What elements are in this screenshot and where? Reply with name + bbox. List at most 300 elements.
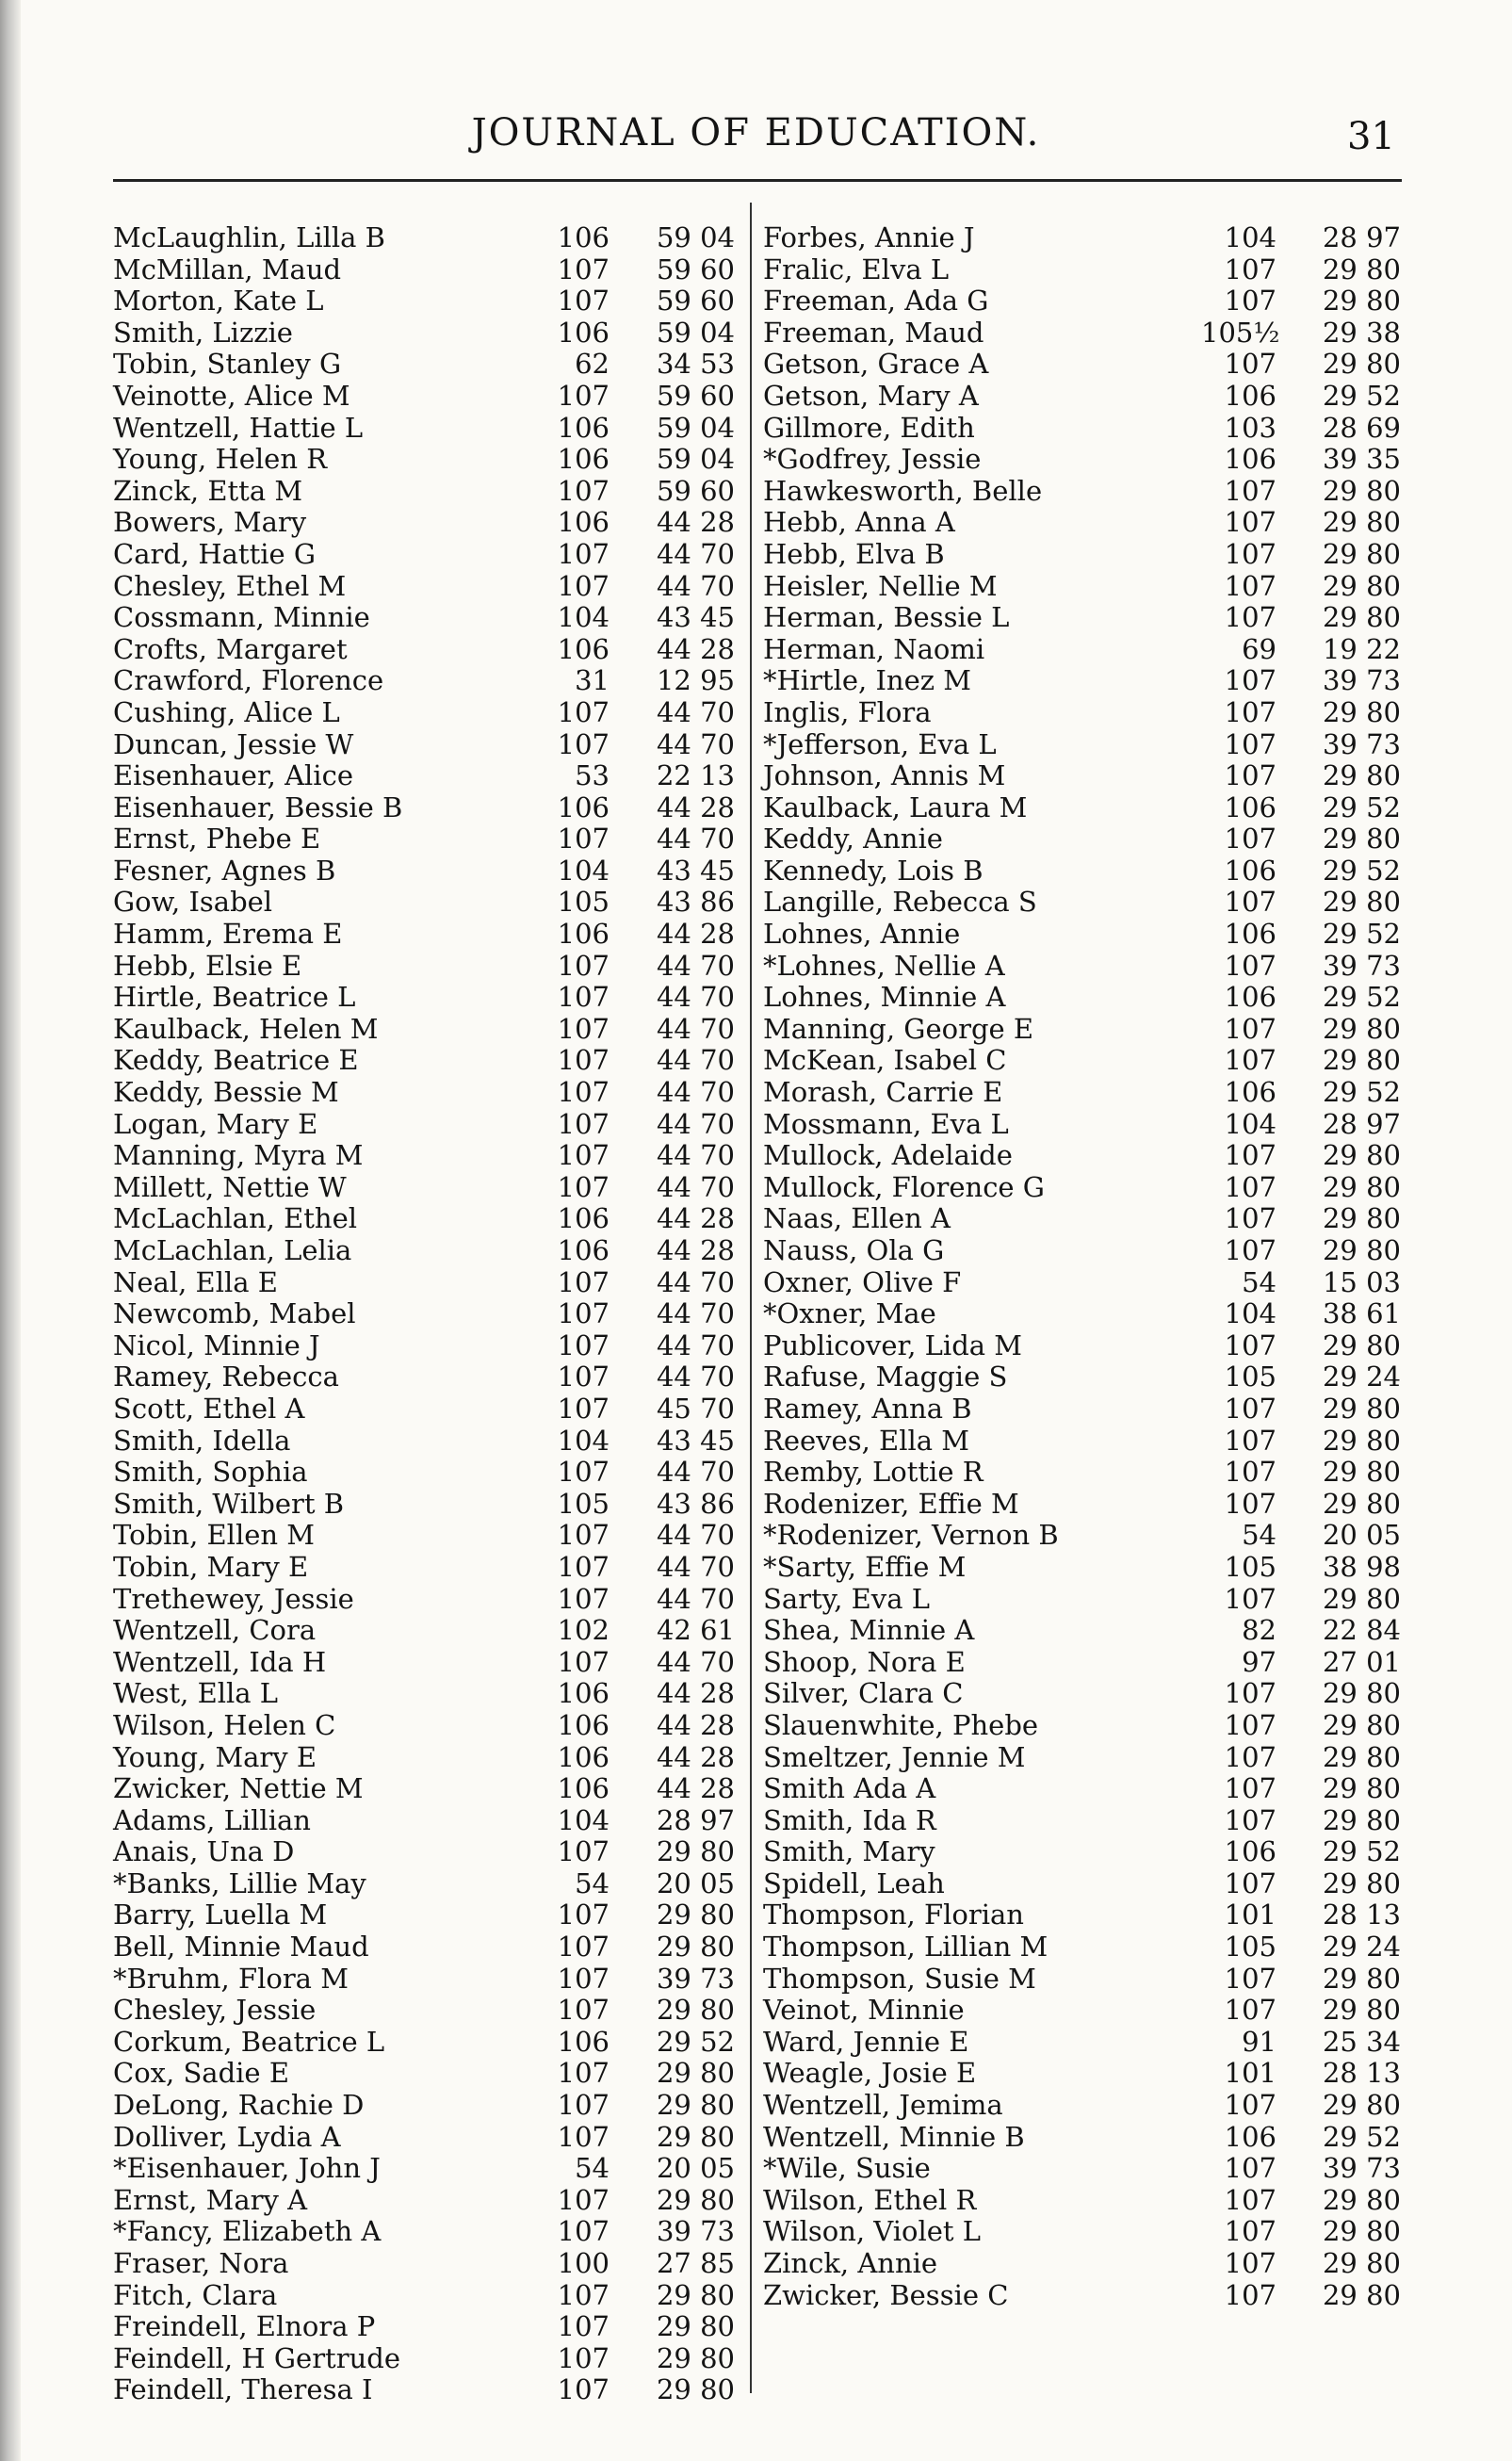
entry-name: *Wile, Susie: [763, 2152, 931, 2185]
entry-name: Feindell, Theresa I: [113, 2373, 373, 2406]
entry-grade: 107: [1224, 759, 1276, 792]
list-item: [754, 1646, 1404, 1678]
list-item: [754, 1076, 1404, 1108]
list-item: [754, 570, 1404, 602]
list-item: [113, 1013, 735, 1045]
entry-grade: 107: [1224, 1740, 1276, 1773]
entry-amount: 29 80: [1322, 1772, 1401, 1805]
entry-grade: 107: [557, 1519, 610, 1552]
list-item: [113, 886, 735, 918]
entry-grade: 107: [557, 1994, 610, 2027]
list-item: [113, 2121, 735, 2153]
entry-name: Hawkesworth, Belle: [763, 474, 1043, 507]
entry-grade: 106: [557, 443, 610, 476]
entry-grade: 107: [557, 2120, 610, 2153]
entry-grade: 107: [557, 474, 610, 507]
list-item: [113, 2057, 735, 2089]
entry-amount: 29 52: [1322, 2120, 1401, 2153]
entry-name: Crofts, Margaret: [113, 632, 348, 665]
entry-amount: 29 80: [1322, 1392, 1401, 1425]
entry-name: Fraser, Nora: [113, 2247, 289, 2279]
entry-name: Mossmann, Eva L: [763, 1107, 1009, 1140]
list-item: [113, 918, 735, 950]
entry-grade: 107: [1224, 348, 1276, 381]
list-item: [754, 1804, 1404, 1836]
entry-amount: 29 80: [1322, 759, 1401, 792]
entry-name: Wentzell, Hattie L: [113, 411, 364, 444]
list-item: [113, 412, 735, 444]
entry-name: Smith, Idella: [113, 1424, 291, 1457]
entry-name: Duncan, Jessie W: [113, 727, 354, 760]
entry-grade: 106: [1224, 854, 1276, 887]
entry-name: Spidell, Leah: [763, 1866, 945, 1899]
entry-name: Inglis, Flora: [763, 695, 932, 728]
list-item: [113, 1646, 735, 1678]
entry-grade: 107: [1224, 1772, 1276, 1805]
entry-name: Morash, Carrie E: [763, 1076, 1003, 1109]
entry-grade: 107: [1224, 2183, 1276, 2216]
entry-amount: 29 80: [656, 1994, 735, 2027]
entry-amount: 29 80: [1322, 1962, 1401, 1995]
list-item: [754, 1139, 1404, 1171]
entry-name: Kaulback, Helen M: [113, 1012, 379, 1045]
entry-grade: 106: [1224, 443, 1276, 476]
entry-name: Publicover, Lida M: [763, 1328, 1022, 1361]
entry-grade: 105: [1224, 1550, 1276, 1583]
entry-grade: 107: [557, 823, 610, 856]
entry-name: Getson, Grace A: [763, 348, 989, 381]
list-item: [113, 570, 735, 602]
entry-grade: 107: [557, 2341, 610, 2374]
entry-amount: 29 52: [1322, 1076, 1401, 1109]
entry-grade: 107: [1224, 1044, 1276, 1077]
entry-grade: 106: [557, 1772, 610, 1805]
entry-name: Kennedy, Lois B: [763, 854, 984, 887]
entry-grade: 107: [1224, 1708, 1276, 1741]
entry-grade: 69: [1242, 632, 1276, 665]
column-divider: [750, 203, 752, 2393]
header-rule: [113, 179, 1402, 182]
entry-amount: 29 80: [656, 2057, 735, 2090]
entry-amount: 29 80: [1322, 1234, 1401, 1266]
entry-grade: 31: [575, 664, 610, 697]
list-item: [754, 1488, 1404, 1520]
entry-name: Millett, Nettie W: [113, 1170, 347, 1203]
entry-amount: 22 84: [1322, 1614, 1401, 1647]
entry-name: Keddy, Bessie M: [113, 1076, 339, 1109]
entry-grade: 107: [1224, 1234, 1276, 1266]
list-item: [754, 538, 1404, 570]
entry-amount: 29 80: [656, 2278, 735, 2311]
entry-amount: 59 04: [656, 221, 735, 253]
entry-amount: 29 80: [1322, 2183, 1401, 2216]
entry-name: Forbes, Annie J: [763, 221, 975, 253]
entry-name: Tobin, Stanley G: [113, 348, 342, 381]
entry-grade: 107: [557, 537, 610, 570]
list-item: [754, 1994, 1404, 2026]
entry-amount: 27 85: [656, 2247, 735, 2279]
entry-grade: 107: [1224, 695, 1276, 728]
entry-name: Keddy, Beatrice E: [113, 1044, 359, 1077]
entry-grade: 107: [557, 253, 610, 285]
entry-grade: 107: [1224, 727, 1276, 760]
entry-name: Crawford, Florence: [113, 664, 384, 697]
entry-grade: 107: [557, 569, 610, 602]
list-item: [754, 317, 1404, 349]
entry-amount: 39 73: [1322, 2152, 1401, 2185]
entry-grade: 107: [1224, 949, 1276, 982]
entry-grade: 107: [557, 2278, 610, 2311]
entry-grade: 107: [557, 1139, 610, 1172]
entry-amount: 29 52: [1322, 918, 1401, 951]
page-number: 31: [1347, 115, 1395, 158]
list-item: [754, 1171, 1404, 1203]
list-item: [113, 1044, 735, 1076]
entry-grade: 107: [1224, 1424, 1276, 1457]
list-item: [113, 253, 735, 285]
list-item: [754, 475, 1404, 507]
entry-name: Anais, Una D: [113, 1835, 295, 1868]
entry-grade: 107: [1224, 1487, 1276, 1520]
entry-amount: 59 04: [656, 316, 735, 349]
list-item: [113, 1963, 735, 1995]
list-item: [113, 2279, 735, 2311]
entry-grade: 62: [575, 348, 610, 381]
list-item: [754, 1456, 1404, 1488]
entry-amount: 44 28: [656, 1772, 735, 1805]
entry-grade: 107: [557, 1012, 610, 1045]
list-item: [754, 950, 1404, 982]
list-item: [113, 1709, 735, 1741]
entry-amount: 28 13: [1322, 1899, 1401, 1931]
entry-amount: 44 70: [656, 727, 735, 760]
entry-name: Fitch, Clara: [113, 2278, 278, 2311]
entry-grade: 107: [1224, 823, 1276, 856]
entry-grade: 107: [1224, 2215, 1276, 2248]
entry-name: Wentzell, Ida H: [113, 1645, 327, 1678]
entry-name: Hebb, Elsie E: [113, 949, 302, 982]
list-item: [113, 855, 735, 887]
entry-grade: 104: [1224, 1107, 1276, 1140]
entry-name: Hirtle, Beatrice L: [113, 981, 356, 1014]
entry-name: Ramey, Anna B: [763, 1392, 972, 1425]
list-item: [754, 1519, 1404, 1551]
entry-amount: 29 80: [1322, 2215, 1401, 2248]
entry-amount: 29 24: [1322, 1931, 1401, 1964]
entry-grade: 53: [575, 759, 610, 792]
entry-amount: 29 80: [1322, 1202, 1401, 1235]
entry-amount: 29 80: [1322, 886, 1401, 919]
entry-grade: 104: [1224, 1297, 1276, 1330]
entry-amount: 44 70: [656, 537, 735, 570]
list-item: [113, 1931, 735, 1963]
entry-name: Smith, Mary: [763, 1835, 935, 1868]
entry-grade: 105: [557, 1487, 610, 1520]
list-item: [113, 791, 735, 823]
list-item: [113, 1772, 735, 1804]
entry-grade: 107: [1224, 506, 1276, 539]
entry-name: Weagle, Josie E: [763, 2057, 977, 2090]
list-item: [754, 759, 1404, 791]
entry-amount: 29 80: [1322, 2278, 1401, 2311]
list-item: [113, 348, 735, 380]
entry-grade: 107: [1224, 474, 1276, 507]
entry-name: Wentzell, Minnie B: [763, 2120, 1025, 2153]
entry-amount: 44 70: [656, 1645, 735, 1678]
entry-name: Thompson, Susie M: [763, 1962, 1036, 1995]
list-item: [113, 1899, 735, 1931]
entry-grade: 106: [557, 506, 610, 539]
list-item: [113, 2215, 735, 2247]
list-item: [754, 696, 1404, 728]
list-item: [754, 855, 1404, 887]
entry-grade: 106: [557, 1708, 610, 1741]
entry-name: Wilson, Ethel R: [763, 2183, 977, 2216]
entry-grade: 107: [1224, 1677, 1276, 1710]
entry-amount: 28 69: [1322, 411, 1401, 444]
entry-amount: 44 70: [656, 1107, 735, 1140]
list-item: [754, 2121, 1404, 2153]
entry-name: Cushing, Alice L: [113, 695, 340, 728]
entry-amount: 29 80: [1322, 506, 1401, 539]
entry-amount: 29 80: [1322, 348, 1401, 381]
entry-name: McLaughlin, Lilla B: [113, 221, 385, 253]
right-column-list: [754, 221, 1404, 2310]
list-item: [113, 823, 735, 855]
entry-name: Smeltzer, Jennie M: [763, 1740, 1026, 1773]
entry-name: Card, Hattie G: [113, 537, 317, 570]
entry-name: Freindell, Elnora P: [113, 2310, 376, 2343]
list-item: [754, 285, 1404, 317]
list-item: [113, 1583, 735, 1615]
entry-name: Morton, Kate L: [113, 285, 324, 318]
list-item: [754, 1202, 1404, 1234]
entry-name: Reeves, Ella M: [763, 1424, 969, 1457]
entry-name: Smith, Wilbert B: [113, 1487, 345, 1520]
list-item: [754, 2215, 1404, 2247]
list-item: [113, 1867, 735, 1899]
list-item: [113, 1614, 735, 1646]
entry-amount: 22 13: [656, 759, 735, 792]
list-item: [113, 2373, 735, 2405]
list-item: [113, 538, 735, 570]
entry-name: *Banks, Lillie May: [113, 1866, 366, 1899]
list-item: [113, 1741, 735, 1773]
entry-name: Naas, Ellen A: [763, 1202, 951, 1235]
entry-name: Hebb, Anna A: [763, 506, 955, 539]
list-item: [754, 2184, 1404, 2216]
entry-amount: 19 22: [1322, 632, 1401, 665]
entry-grade: 107: [557, 1835, 610, 1868]
list-item: [754, 348, 1404, 380]
entry-amount: 44 70: [656, 1170, 735, 1203]
entry-amount: 44 70: [656, 823, 735, 856]
entry-name: Wentzell, Cora: [113, 1614, 317, 1647]
entry-grade: 100: [557, 2247, 610, 2279]
entry-grade: 107: [557, 1297, 610, 1330]
entry-grade: 107: [1224, 1994, 1276, 2027]
entry-grade: 54: [575, 1866, 610, 1899]
entry-grade: 106: [557, 221, 610, 253]
entry-amount: 44 28: [656, 506, 735, 539]
entry-name: Mullock, Adelaide: [763, 1139, 1013, 1172]
entry-amount: 29 80: [1322, 1866, 1401, 1899]
entry-amount: 44 70: [656, 949, 735, 982]
entry-name: Hamm, Erema E: [113, 918, 343, 951]
entry-name: Veinot, Minnie: [763, 1994, 965, 2027]
entry-grade: 106: [557, 411, 610, 444]
list-item: [754, 2279, 1404, 2311]
entry-name: Nauss, Ola G: [763, 1234, 945, 1266]
entry-amount: 44 70: [656, 569, 735, 602]
entry-amount: 43 45: [656, 854, 735, 887]
list-item: [754, 1614, 1404, 1646]
entry-amount: 43 45: [656, 1424, 735, 1457]
list-item: [113, 1456, 735, 1488]
list-item: [113, 1677, 735, 1709]
list-item: [113, 443, 735, 475]
entry-name: *Sarty, Effie M: [763, 1550, 967, 1583]
entry-grade: 107: [557, 1328, 610, 1361]
entry-amount: 44 28: [656, 1740, 735, 1773]
entry-amount: 29 80: [656, 2341, 735, 2374]
entry-grade: 107: [557, 1550, 610, 1583]
entry-name: Wilson, Helen C: [113, 1708, 336, 1741]
entry-amount: 20 05: [656, 1866, 735, 1899]
entry-amount: 59 04: [656, 411, 735, 444]
entry-grade: 106: [1224, 1835, 1276, 1868]
entry-name: Corkum, Beatrice L: [113, 2025, 385, 2058]
list-item: [754, 2026, 1404, 2058]
entry-name: Lohnes, Minnie A: [763, 981, 1006, 1014]
entry-name: Logan, Mary E: [113, 1107, 318, 1140]
entry-grade: 107: [1224, 1328, 1276, 1361]
list-item: [754, 1393, 1404, 1425]
list-item: [754, 1867, 1404, 1899]
entry-amount: 43 86: [656, 1487, 735, 1520]
entry-grade: 103: [1224, 411, 1276, 444]
list-item: [754, 506, 1404, 538]
entry-name: *Lohnes, Nellie A: [763, 949, 1005, 982]
entry-grade: 97: [1242, 1645, 1276, 1678]
entry-amount: 59 60: [656, 285, 735, 318]
entry-grade: 107: [1224, 2278, 1276, 2311]
entry-grade: 106: [1224, 1076, 1276, 1109]
entry-amount: 44 70: [656, 695, 735, 728]
list-item: [113, 2310, 735, 2342]
entry-name: Manning, George E: [763, 1012, 1034, 1045]
entry-amount: 59 60: [656, 474, 735, 507]
list-item: [113, 1202, 735, 1234]
entry-grade: 107: [557, 2089, 610, 2122]
entry-grade: 107: [557, 1361, 610, 1393]
entry-amount: 29 80: [656, 2089, 735, 2122]
entry-grade: 104: [557, 1803, 610, 1836]
entry-name: Herman, Bessie L: [763, 601, 1010, 634]
entry-amount: 29 52: [1322, 1835, 1401, 1868]
entry-amount: 20 05: [1322, 1519, 1401, 1552]
list-item: [113, 1835, 735, 1867]
entry-grade: 54: [1242, 1265, 1276, 1298]
entry-grade: 107: [557, 949, 610, 982]
entry-amount: 29 80: [1322, 1677, 1401, 1710]
entry-name: West, Ella L: [113, 1677, 279, 1710]
entry-grade: 107: [1224, 1170, 1276, 1203]
list-item: [113, 981, 735, 1013]
entry-name: Smith, Sophia: [113, 1456, 308, 1489]
entry-grade: 107: [1224, 2152, 1276, 2185]
entry-grade: 107: [1224, 664, 1276, 697]
entry-name: Smith Ada A: [763, 1772, 936, 1805]
entry-amount: 29 80: [1322, 569, 1401, 602]
entry-name: Veinotte, Alice M: [113, 379, 350, 412]
list-item: [113, 1804, 735, 1836]
entry-amount: 39 73: [1322, 727, 1401, 760]
entry-grade: 107: [557, 1899, 610, 1931]
entry-amount: 29 80: [1322, 1740, 1401, 1773]
entry-name: Herman, Naomi: [763, 632, 985, 665]
entry-grade: 104: [1224, 221, 1276, 253]
entry-amount: 27 01: [1322, 1645, 1401, 1678]
entry-amount: 12 95: [656, 664, 735, 697]
list-item: [754, 1835, 1404, 1867]
list-item: [113, 1171, 735, 1203]
entry-amount: 29 80: [1322, 601, 1401, 634]
entry-amount: 39 73: [656, 1962, 735, 1995]
entry-name: McLachlan, Ethel: [113, 1202, 358, 1235]
list-item: [113, 1329, 735, 1361]
entry-amount: 29 80: [1322, 1708, 1401, 1741]
entry-grade: 107: [557, 1931, 610, 1964]
entry-amount: 29 80: [1322, 1456, 1401, 1489]
entry-name: *Rodenizer, Vernon B: [763, 1519, 1059, 1552]
entry-name: Cox, Sadie E: [113, 2057, 289, 2090]
entry-grade: 54: [1242, 1519, 1276, 1552]
entry-amount: 44 28: [656, 632, 735, 665]
list-item: [754, 221, 1404, 253]
entry-name: Cossmann, Minnie: [113, 601, 370, 634]
entry-name: *Jefferson, Eva L: [763, 727, 997, 760]
entry-name: Ward, Jennie E: [763, 2025, 969, 2058]
list-item: [754, 1266, 1404, 1298]
entry-name: Remby, Lottie R: [763, 1456, 984, 1489]
list-item: [754, 1963, 1404, 1995]
entry-amount: 42 61: [656, 1614, 735, 1647]
list-item: [754, 886, 1404, 918]
list-item: [113, 1297, 735, 1329]
entry-amount: 34 53: [656, 348, 735, 381]
entry-amount: 44 70: [656, 1582, 735, 1615]
left-column-list: [113, 221, 735, 2405]
entry-amount: 29 38: [1322, 316, 1401, 349]
entry-amount: 44 28: [656, 1234, 735, 1266]
entry-grade: 107: [557, 2183, 610, 2216]
entry-grade: 107: [1224, 1962, 1276, 1995]
entry-name: Gillmore, Edith: [763, 411, 975, 444]
entry-name: Lohnes, Annie: [763, 918, 961, 951]
entry-name: Silver, Clara C: [763, 1677, 964, 1710]
entry-grade: 106: [1224, 981, 1276, 1014]
list-item: [754, 1329, 1404, 1361]
entry-grade: 105: [557, 886, 610, 919]
list-item: [113, 317, 735, 349]
entry-grade: 107: [557, 1044, 610, 1077]
entry-name: Neal, Ella E: [113, 1265, 278, 1298]
entry-name: Oxner, Olive F: [763, 1265, 962, 1298]
entry-grade: 106: [557, 316, 610, 349]
entry-amount: 44 70: [656, 1456, 735, 1489]
list-item: [754, 1709, 1404, 1741]
